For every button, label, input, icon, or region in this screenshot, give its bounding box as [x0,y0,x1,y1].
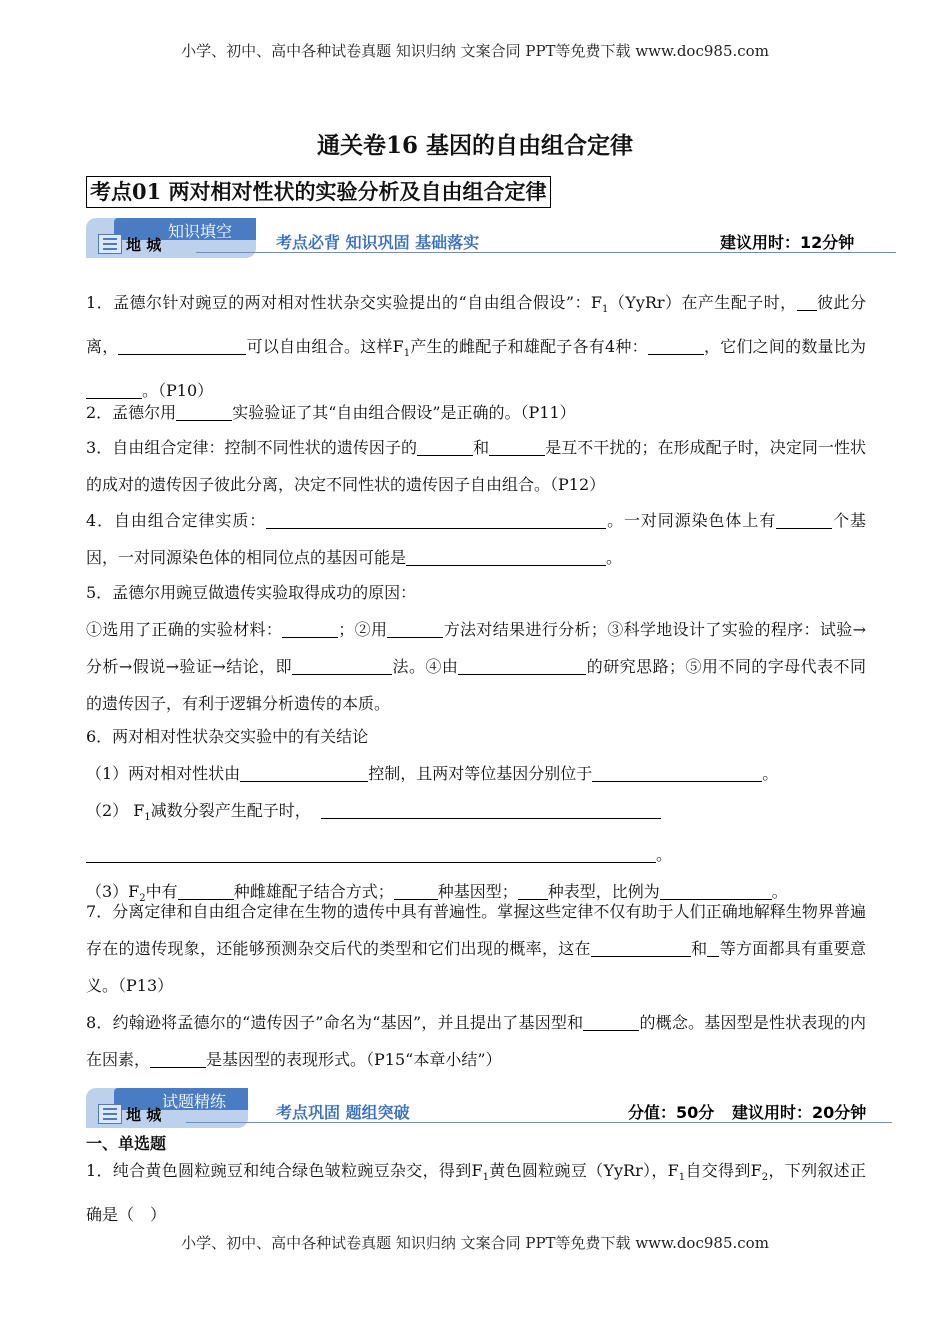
banner-tab-label: 试题精练 [162,1092,227,1111]
banner-tab-sub: 地 城 [126,236,162,254]
question-4: 4．自由组合定律实质： 。一对同源染色体上有 个基因，一对同源染色体的相同位点的基因可能是 。 [86,502,866,576]
banner-tab-label: 知识填空 [168,222,233,241]
part-heading: 一、单选题 [86,1134,167,1153]
question-2: 2．孟德尔用 实验验证了其“自由组合假设”是正确的。（P11） [86,394,866,431]
suggested-time: 建议用时：20分钟 [732,1103,867,1122]
knowledge-banner [86,218,896,260]
practice-banner [86,1088,892,1130]
question-8: 8．约翰逊将孟德尔的“遗传因子”命名为“基因”，并且提出了基因型和 的概念。基因型是性状表现的内在因素， 是基因型的表现形式。（P15“本章小结”） [86,1004,866,1078]
document-icon [98,1104,122,1124]
page-footer: 小学、初中、高中各种试卷真题 知识归纳 文案合同 PPT等免费下载 www.doc985.com [181,1234,769,1252]
question-7: 7．分离定律和自由组合定律在生物的遗传中具有普遍性。掌握这些定律不仅有助于人们正确地解释生物界普遍存在的遗传现象，还能够预测杂交后代的类型和它们出现的概率，这在 和 等方面都具有重要意义。（P13） [86,902,866,995]
banner-slogan: 考点必背 知识巩固 基础落实 [276,233,480,252]
document-icon [98,234,122,254]
suggested-time: 建议用时：12分钟 [720,233,855,252]
question-6: 6．两对相对性状杂交实验中的有关结论 （1）两对相对性状由 控制，且两对等位基因分别位于 。 （2） $F_1$减数分裂产生配子时， 。 $(3)F_2$中有 种雌雄配子结合方式； 种基因型； 种表型，比例为 。 [86,727,788,905]
question-5: 5．孟德尔用豌豆做遗传实验取得成功的原因： ①选用了正确的实验材料： ；②用 方法对结果进行分析；③科学地设计了实验的程序：试验→分析→假说→验证→结论，即 法。④由 的研究思路；⑤用不同的字母代表不同的遗传因子，有利于逻辑分析遗传的本质。 [86,583,866,713]
score-label: 分值：50分 [628,1103,715,1122]
page-header: 小学、初中、高中各种试卷真题 知识归纳 文案合同 PPT等免费下载 www.doc985.com [181,42,769,60]
question-1: 1．孟德尔针对豌豆的两对相对性状杂交实验提出的“自由组合假设”：$F_1(YyRr)$在产生配子时， 彼此分离， 可以自由组合。这样$F_1$产生的雌配子和雄配子各有4种： ，它们之间的数量比为。（P10） [86,284,866,409]
question-3: 3．自由组合定律：控制不同性状的遗传因子的 和 是互不干扰的；在形成配子时，决定同一性状的成对的遗传因子彼此分离，决定不同性状的遗传因子自由组合。（P12） [86,429,866,503]
section-title: 考点01 两对相对性状的实验分析及自由组合定律 [86,176,551,208]
document-title: 通关卷16 基因的自由组合定律 [316,132,633,159]
banner-tab-sub: 地 城 [126,1106,162,1124]
multiple-choice-1: 1．纯合黄色圆粒豌豆和纯合绿色皱粒豌豆杂交，得到$F_1$黄色圆粒豌豆（YyRr），$F_1$自交得到$F_2$，下列叙述正确是（ ） [86,1161,866,1225]
banner-slogan: 考点巩固 题组突破 [276,1103,410,1122]
